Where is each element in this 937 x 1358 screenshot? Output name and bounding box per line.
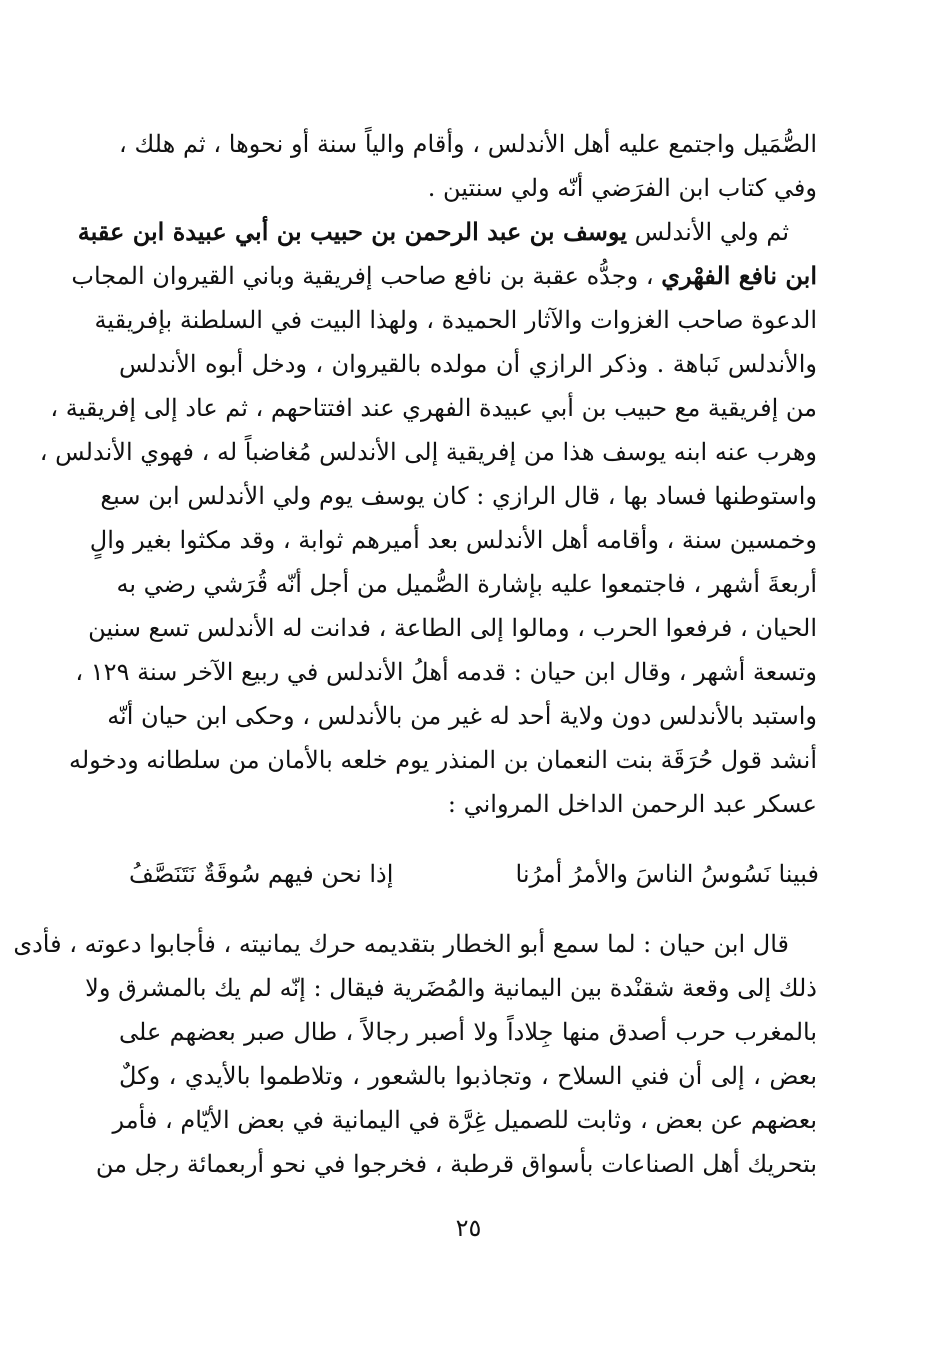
text-line: والأندلس نَباهة . وذكر الرازي أن مولده بالقيروان ، ودخل أبوه الأندلس xyxy=(119,350,817,378)
text-line: بعض ، إلى أن فني السلاح ، وتجاذبوا بالشعور ، وتلاطموا بالأيدي ، وكلٌ xyxy=(119,1062,818,1090)
text-line: واستوطنها فساد بها ، قال الرازي : كان يوسف يوم ولي الأندلس ابن سبع xyxy=(100,482,817,510)
text-line: وخمسين سنة ، وأقامه أهل الأندلس بعد أميرهم ثوابة ، وقد مكثوا بغير والٍ xyxy=(89,526,817,554)
text-run: ثم ولي الأندلس xyxy=(634,218,789,246)
text-line: وتسعة أشهر ، وقال ابن حيان : قدمه أهلُ الأندلس في ربيع الآخر سنة ١٢٩ ، xyxy=(75,658,817,686)
person-name: يوسف بن عبد الرحمن بن حبيب بن أبي عبيدة ابن عقبة xyxy=(77,217,627,246)
verse-first-hemistich: فبينا نَسُوسُ الناسَ والأمرُ أمرُنا xyxy=(515,860,819,888)
text-line: بالمغرب حرب أصدق منها جِلاداً ولا أصبر رجالاً ، طال صبر بعضهم على xyxy=(119,1018,817,1046)
page-number: ٢٥ xyxy=(455,1214,482,1242)
text-line: أربعةَ أشهر ، فاجتمعوا عليه بإشارة الصُّميل من أجل أنّه قُرَشي رضي به xyxy=(116,570,817,598)
poetry-verse xyxy=(119,852,819,896)
text-line: بتحريك أهل الصناعات بأسواق قرطبة ، فخرجوا في نحو أربعمائة رجل من xyxy=(95,1150,817,1178)
text-line: عسكر عبد الرحمن الداخل المرواني : xyxy=(447,790,817,818)
text-line xyxy=(77,210,817,254)
text-line: أنشد قول حُرَقَة بنت النعمان بن المنذر يوم خلعه بالأمان من سلطانه ودخوله xyxy=(68,746,817,774)
text-line: من إفريقية مع حبيب بن أبي عبيدة الفهري عند افتتاحهم ، ثم عاد إلى إفريقية ، xyxy=(50,394,817,422)
text-line: واستبد بالأندلس دون ولاية أحد له غير من بالأندلس ، وحكى ابن حيان أنّه xyxy=(107,702,817,730)
person-name: ابن نافع الفهْري xyxy=(661,261,817,290)
verse-second-hemistich: إذا نحن فيهم سُوقَةٌ نَتَنَصَّفُ xyxy=(129,860,394,888)
text-line: وهرب عنه ابنه يوسف هذا من إفريقية إلى الأندلس مُغاضباً له ، فهوي الأندلس ، xyxy=(39,438,817,466)
text-line: الدعوة صاحب الغزوات والآثار الحميدة ، ولهذا البيت في السلطنة بإفريقية xyxy=(94,306,817,334)
text-run: ، وجدُّه عقبة بن نافع صاحب إفريقية وباني القيروان المجاب xyxy=(71,262,654,290)
text-line: بعضهم عن بعض ، وثابت للصميل غِرَّة في اليمانية في بعض الأيّام ، فأمر xyxy=(112,1106,817,1134)
text-line: قال ابن حيان : لما سمع أبو الخطار بتقديمه حرك يمانيته ، فأجابوا دعوته ، فأدى xyxy=(13,930,789,958)
text-line: الحيان ، فرفعوا الحرب ، ومالوا إلى الطاعة ، فدانت له الأندلس تسع سنين xyxy=(88,614,817,642)
text-line: ذلك إلى وقعة شقنْدة بين اليمانية والمُضَرية فيقال : إنّه لم يك بالمشرق ولا xyxy=(85,974,817,1002)
text-line: الصُّمَيل واجتمع عليه أهل الأندلس ، وأقام والياً سنة أو نحوها ، ثم هلك ، xyxy=(119,130,817,158)
text-line xyxy=(71,254,817,298)
text-line: وفي كتاب ابن الفرَضي أنّه ولي سنتين . xyxy=(427,174,817,202)
